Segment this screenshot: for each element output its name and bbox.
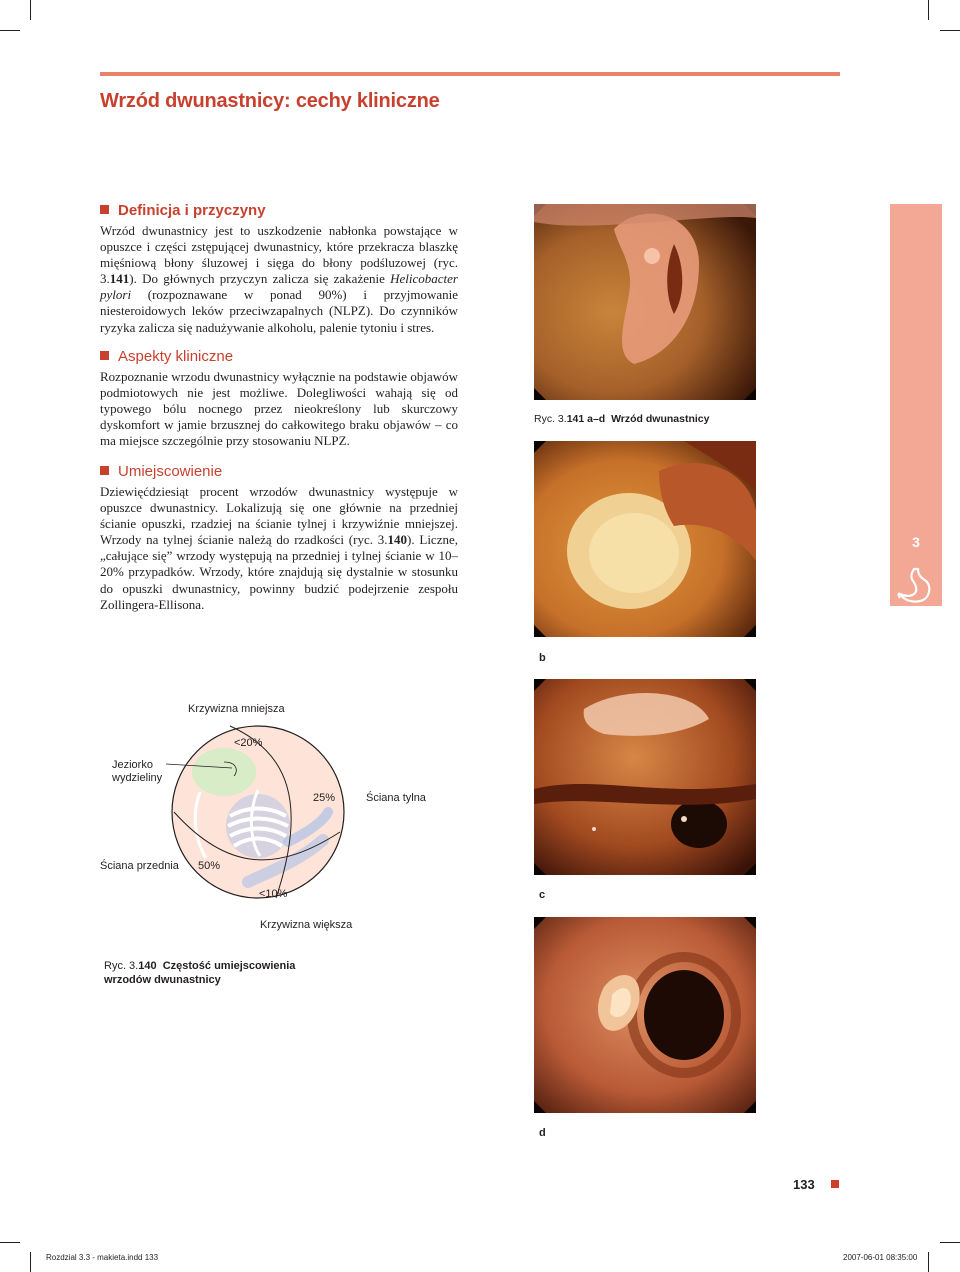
- page-number: 133: [793, 1177, 815, 1192]
- caption-number: 141 a–d: [566, 413, 606, 425]
- section-body: [100, 484, 458, 613]
- label-lesser-curvature: Krzywizna mniejsza: [188, 703, 285, 715]
- crop-mark: [940, 1242, 960, 1243]
- slug-left: Rozdzial 3.3 - makieta.indd 133: [46, 1253, 159, 1262]
- bullet-square-icon: [100, 351, 109, 360]
- crop-mark: [928, 1252, 929, 1272]
- subfigure-label-d: d: [539, 1127, 546, 1139]
- crop-mark: [30, 1252, 31, 1272]
- caption-title: Wrzód dwunastnicy: [611, 413, 710, 425]
- bullet-square-icon: [100, 466, 109, 475]
- figure-140-caption: [104, 959, 295, 987]
- chapter-number: 3: [912, 534, 920, 550]
- text-run: Wrzód dwunastnicy jest to uszkodzenie nabłonka powstające w opuszce i części zstępującej dwunastnicy, które przekracza blaszkę mięśniową błony śluzowej i sięga do błony podśluzowej (ryc. 3.: [100, 223, 458, 287]
- page-number-square-icon: [831, 1180, 839, 1188]
- subfigure-label-b: b: [539, 652, 546, 664]
- label-pct-25: 25%: [313, 792, 336, 804]
- text-run: Dziewięćdziesiąt procent wrzodów dwunastnicy występuje w opuszce dwunastnicy. Lokalizują się one głównie na przedniej ścianie opuszki, rzadziej na ścianie tylnej i krzywiźnie mniejszej. Wrzody na tylnej ścianie należą do rzadkości (ryc. 3.: [100, 484, 458, 548]
- paragraph: [100, 484, 458, 613]
- endoscopy-photo-a: [534, 204, 756, 400]
- section-body: [100, 369, 458, 449]
- text-run: (rozpoznawane w ponad 90%) i przyjmowanie niesteroidowych leków przeciwzapalnych (NLPZ). Do czynników ryzyka zalicza się nadużywanie alkoholu, palenie tytoniu i stres.: [100, 287, 458, 335]
- slug-right: 2007-06-01 08:35:00: [843, 1253, 918, 1262]
- caption-prefix: Ryc. 3.: [534, 413, 567, 425]
- figure-ref: 141: [109, 271, 130, 287]
- label-pct-50: 50%: [198, 860, 221, 872]
- caption-title: Częstość umiejscowienia: [162, 960, 296, 972]
- endoscopy-photo-c: [534, 679, 756, 875]
- section-heading: [100, 202, 266, 219]
- stomach-icon: [896, 566, 936, 606]
- subfigure-label-c: c: [539, 889, 546, 901]
- chapter-tab: [890, 204, 942, 606]
- bullet-square-icon: [100, 205, 109, 214]
- top-rule: [100, 72, 840, 76]
- crop-mark: [0, 1242, 20, 1243]
- secretion-islet: [192, 748, 256, 796]
- crop-mark: [940, 30, 960, 31]
- label-secretion-islet: Jeziorko wydzieliny: [112, 759, 163, 784]
- section-heading-text: Aspekty kliniczne: [118, 348, 234, 365]
- section-body: [100, 223, 458, 336]
- label-pct-lt20: <20%: [234, 737, 263, 749]
- label-greater-curvature: Krzywizna większa: [260, 919, 353, 931]
- label-anterior-wall: Ściana przednia: [100, 860, 179, 872]
- page-title: Wrzód dwunastnicy: cechy kliniczne: [100, 90, 440, 112]
- endoscopy-photo-b: [534, 441, 756, 637]
- label-pct-lt10: <10%: [259, 888, 288, 900]
- crop-mark: [30, 0, 31, 20]
- paragraph: [100, 223, 458, 336]
- duodenal-bulb-diagram: [168, 722, 348, 902]
- endoscopy-photo-d: [534, 917, 756, 1113]
- figure-141-caption: [534, 413, 709, 425]
- paragraph: Rozpoznanie wrzodu dwunastnicy wyłącznie na podstawie objawów podmiotowych nie jest możliwe. Dolegliwości wahają się od typowego bólu nocnego przez nieokreślony lub skurczowy dyskomfort w jamie brzusznej do całkowitego braku objawów – co ma miejsce szczególnie przy stosowaniu NLPZ.: [100, 369, 458, 449]
- section-heading-text: Umiejscowienie: [118, 463, 223, 480]
- figure-ref: 140: [387, 532, 408, 548]
- caption-number: 140: [138, 960, 157, 972]
- text-run: ). Liczne, „całujące się” wrzody występują na przedniej i tylnej ścianie w 10–20% przypadków. Wrzody, które znajdują się dystalnie w stosunku do opuszki dwunastnicy, powinny budzić podejrzenie zespołu Zollingera-Ellisona.: [100, 532, 458, 612]
- caption-prefix: Ryc. 3.: [104, 960, 139, 972]
- label-posterior-wall: Ściana tylna: [366, 792, 426, 804]
- caption-title: wrzodów dwunastnicy: [104, 974, 221, 986]
- islet-leader-line: [166, 760, 232, 772]
- crop-mark: [0, 30, 20, 31]
- section-heading: [100, 463, 222, 480]
- section-heading-text: Definicja i przyczyny: [118, 202, 266, 219]
- text-run: ). Do głównych przyczyn zalicza się zakażenie: [129, 271, 391, 287]
- crop-mark: [928, 0, 929, 20]
- section-heading: [100, 348, 233, 365]
- italic-term: Helicobacter pylori: [100, 271, 458, 303]
